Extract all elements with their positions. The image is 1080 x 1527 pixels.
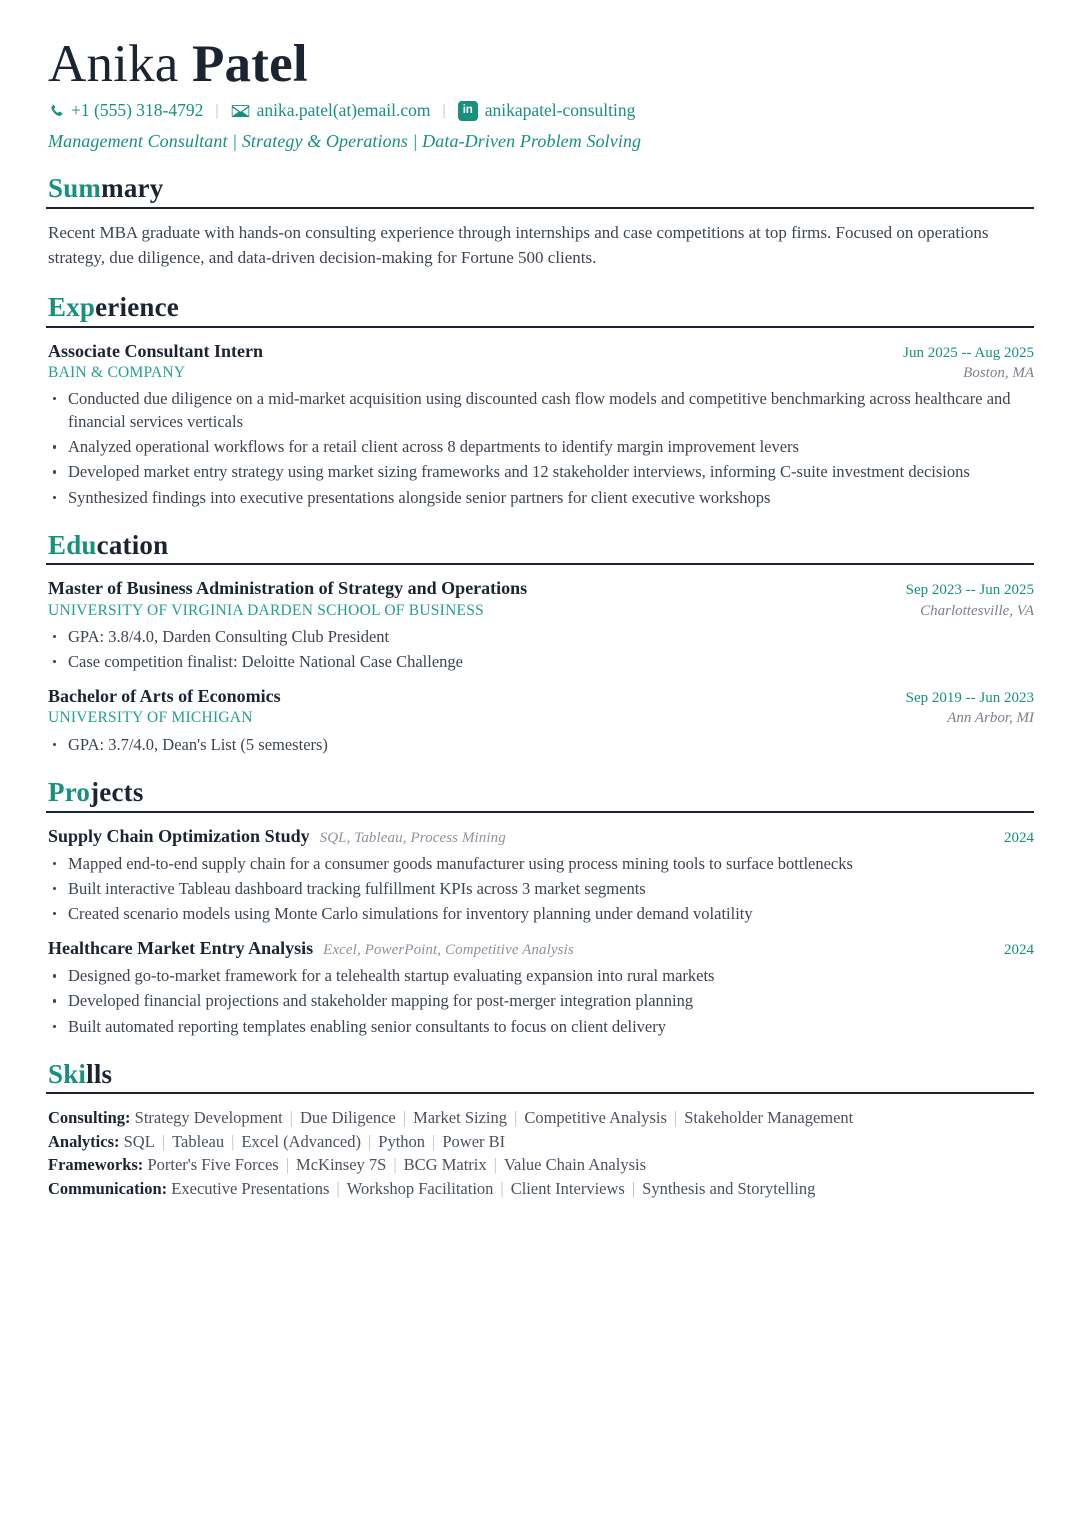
bullet-item: Built automated reporting templates enabling senior consultants to focus on client delivery xyxy=(46,1015,1034,1038)
skill-item: Strategy Development xyxy=(134,1108,283,1128)
heading-rest: cation xyxy=(96,529,169,560)
skill-values xyxy=(135,1108,854,1127)
entry-title-row xyxy=(46,340,1034,363)
skill-values xyxy=(124,1132,506,1151)
skill-item: Executive Presentations xyxy=(171,1178,330,1198)
section-divider xyxy=(46,811,1034,813)
skill-separator: | xyxy=(231,1131,235,1151)
skill-item: Synthesis and Storytelling xyxy=(642,1178,816,1198)
bullet-item: Case competition finalist: Deloitte National Case Challenge xyxy=(46,650,1034,673)
skill-separator: | xyxy=(289,1108,293,1128)
section-heading-education xyxy=(48,531,1034,561)
entry-title-row xyxy=(46,685,1034,708)
skill-item: Competitive Analysis xyxy=(524,1108,667,1128)
skill-separator: | xyxy=(402,1108,407,1128)
phone-icon xyxy=(48,103,64,119)
section-divider xyxy=(46,1092,1034,1094)
bullet-item: Conducted due diligence on a mid-market acquisition using discounted cash flow models and competitive benchmarking across healthcare and financial services verticals xyxy=(46,387,1034,433)
institution-name: UNIVERSITY OF MICHIGAN xyxy=(48,709,253,727)
first-name: Anika xyxy=(48,35,179,93)
skill-separator: | xyxy=(631,1178,636,1198)
project-bullet-list xyxy=(46,964,1034,1037)
skill-item: Workshop Facilitation xyxy=(346,1178,494,1198)
skill-category-label: Frameworks: xyxy=(48,1155,144,1175)
skill-item: Tableau xyxy=(172,1131,225,1151)
summary-text: Recent MBA graduate with hands-on consulting experience through internships and case competitions at top firms. Focused on operations strategy, due diligence, and data-driven decision-making for Fortune 500 clients. xyxy=(48,222,989,267)
skill-separator: | xyxy=(493,1155,497,1175)
bullet-item: Built interactive Tableau dashboard tracking fulfillment KPIs across 3 market segments xyxy=(46,877,1034,900)
skill-item: BCG Matrix xyxy=(403,1155,487,1175)
contact-separator-1: | xyxy=(215,101,219,119)
bullet-item: GPA: 3.8/4.0, Darden Consulting Club President xyxy=(46,625,1034,648)
skill-row xyxy=(48,1177,1034,1200)
project-title: Supply Chain Optimization Study xyxy=(48,825,310,846)
bullet-item: Created scenario models using Monte Carlo simulations for inventory planning under demand volatility xyxy=(46,902,1034,925)
education-entry xyxy=(46,685,1034,756)
linkedin-icon: in xyxy=(458,101,478,121)
project-title: Healthcare Market Entry Analysis xyxy=(48,938,314,959)
section-heading-skills xyxy=(48,1060,1034,1090)
section-divider xyxy=(46,207,1034,209)
bullet-item: Analyzed operational workflows for a retail client across 8 departments to identify margin improvement levers xyxy=(46,435,1034,458)
skill-item: Python xyxy=(378,1131,426,1151)
education-entry-list xyxy=(46,577,1034,756)
skill-item: Power BI xyxy=(442,1131,506,1151)
project-entry xyxy=(46,825,1034,925)
email-text: anika.patel(at)email.com xyxy=(256,100,431,121)
education-entry xyxy=(46,577,1034,673)
skill-item: Excel (Advanced) xyxy=(241,1131,361,1151)
skill-row xyxy=(48,1130,1034,1153)
project-title-wrap xyxy=(46,825,506,848)
project-entry-list xyxy=(46,825,1034,1038)
project-tech: Excel, PowerPoint, Competitive Analysis xyxy=(323,942,574,959)
section-heading-summary xyxy=(48,174,1034,204)
entry-sub-row xyxy=(46,363,1034,384)
section-projects xyxy=(46,778,1034,1038)
heading-accent: Exp xyxy=(48,291,96,322)
section-education xyxy=(46,531,1034,756)
contact-email[interactable] xyxy=(231,100,431,121)
job-location: Boston, MA xyxy=(963,364,1034,381)
bullet-item: Synthesized findings into executive presentations alongside senior partners for client executive workshops xyxy=(46,486,1034,509)
skill-item: Market Sizing xyxy=(413,1108,508,1128)
education-bullet-list xyxy=(46,733,1034,756)
bullet-item: Mapped end-to-end supply chain for a consumer goods manufacturer using process mining tools to surface bottlenecks xyxy=(46,852,1034,875)
skill-separator: | xyxy=(514,1108,518,1128)
skill-separator: | xyxy=(336,1178,340,1198)
job-bullet-list xyxy=(46,387,1034,508)
tagline: Management Consultant | Strategy & Operations | Data-Driven Problem Solving xyxy=(48,131,642,152)
institution-name: UNIVERSITY OF VIRGINIA DARDEN SCHOOL OF BUSINESS xyxy=(48,601,484,619)
contact-separator-2: | xyxy=(442,101,446,119)
heading-rest: mary xyxy=(101,173,164,204)
heading-accent: Sum xyxy=(48,173,102,204)
last-name: Patel xyxy=(191,35,308,93)
heading-accent: Pro xyxy=(48,777,91,808)
contact-linkedin[interactable] xyxy=(458,100,636,121)
project-bullet-list xyxy=(46,852,1034,925)
skill-separator: | xyxy=(673,1108,678,1128)
experience-entry-list xyxy=(46,340,1034,509)
heading-rest: lls xyxy=(86,1058,113,1089)
entry-sub-row xyxy=(46,708,1034,729)
section-heading-experience xyxy=(48,293,1034,323)
education-bullet-list xyxy=(46,625,1034,673)
skill-separator: | xyxy=(285,1155,290,1175)
skill-row xyxy=(48,1106,1034,1129)
institution-location: Charlottesville, VA xyxy=(920,602,1034,619)
bullet-item: Designed go-to-market framework for a telehealth startup evaluating expansion into rural markets xyxy=(46,964,1034,987)
phone-text: +1 (555) 318-4792 xyxy=(71,100,204,121)
bullet-item: Developed financial projections and stakeholder mapping for post-merger integration planning xyxy=(46,989,1034,1012)
project-title-wrap xyxy=(46,937,574,960)
bullet-item: GPA: 3.7/4.0, Dean's List (5 semesters) xyxy=(46,733,1034,756)
skill-separator: | xyxy=(500,1178,504,1198)
heading-accent: Ski xyxy=(48,1058,87,1089)
skill-item: Client Interviews xyxy=(510,1178,625,1198)
employer-name: BAIN & COMPANY xyxy=(48,363,186,381)
project-entry xyxy=(46,937,1034,1037)
institution-location: Ann Arbor, MI xyxy=(947,710,1034,727)
section-summary xyxy=(46,174,1034,271)
skill-item: McKinsey 7S xyxy=(296,1155,387,1175)
degree-date: Sep 2023 -- Jun 2025 xyxy=(905,582,1034,599)
heading-rest: jects xyxy=(90,777,144,808)
entry-title-row xyxy=(46,825,1034,848)
section-experience xyxy=(46,293,1034,509)
candidate-name xyxy=(48,36,1034,92)
skill-item: Porter's Five Forces xyxy=(147,1155,279,1175)
section-divider xyxy=(46,326,1034,328)
section-skills xyxy=(46,1060,1034,1200)
skill-separator: | xyxy=(432,1131,436,1151)
entry-title-row xyxy=(46,937,1034,960)
entry-title-row xyxy=(46,577,1034,600)
bullet-item: Developed market entry strategy using market sizing frameworks and 12 stakeholder interviews, informing C-suite investment decisions xyxy=(46,460,1034,483)
skill-separator: | xyxy=(393,1155,397,1175)
section-divider xyxy=(46,563,1034,565)
job-date: Jun 2025 -- Aug 2025 xyxy=(903,344,1034,361)
linkedin-text: anikapatel-consulting xyxy=(484,100,636,121)
job-title: Associate Consultant Intern xyxy=(48,340,264,361)
heading-accent: Edu xyxy=(48,529,97,560)
project-year: 2024 xyxy=(1004,829,1034,846)
degree-title: Bachelor of Arts of Economics xyxy=(48,686,281,707)
skill-item: Due Diligence xyxy=(299,1108,396,1128)
skill-separator: | xyxy=(161,1131,166,1151)
contact-phone[interactable] xyxy=(48,100,203,121)
skills-list xyxy=(46,1106,1034,1200)
skill-values xyxy=(147,1155,646,1174)
skill-category-label: Analytics: xyxy=(48,1131,120,1151)
skill-item: Stakeholder Management xyxy=(684,1108,854,1128)
experience-entry xyxy=(46,340,1034,509)
skill-category-label: Consulting: xyxy=(48,1108,131,1128)
contact-line xyxy=(48,100,1034,121)
skill-values xyxy=(171,1179,815,1198)
skill-separator: | xyxy=(367,1131,372,1151)
skill-category-label: Communication: xyxy=(48,1178,168,1198)
heading-rest: erience xyxy=(95,291,179,322)
degree-date: Sep 2019 -- Jun 2023 xyxy=(905,690,1034,707)
project-year: 2024 xyxy=(1004,942,1034,959)
entry-sub-row xyxy=(46,601,1034,622)
project-tech: SQL, Tableau, Process Mining xyxy=(319,829,506,846)
resume-header xyxy=(46,36,1034,152)
skill-item: Value Chain Analysis xyxy=(503,1155,647,1175)
envelope-icon xyxy=(231,104,250,118)
skill-item: SQL xyxy=(123,1131,155,1151)
skill-row xyxy=(48,1153,1034,1176)
degree-title: Master of Business Administration of Strategy and Operations xyxy=(48,578,528,599)
section-heading-projects xyxy=(48,778,1034,808)
